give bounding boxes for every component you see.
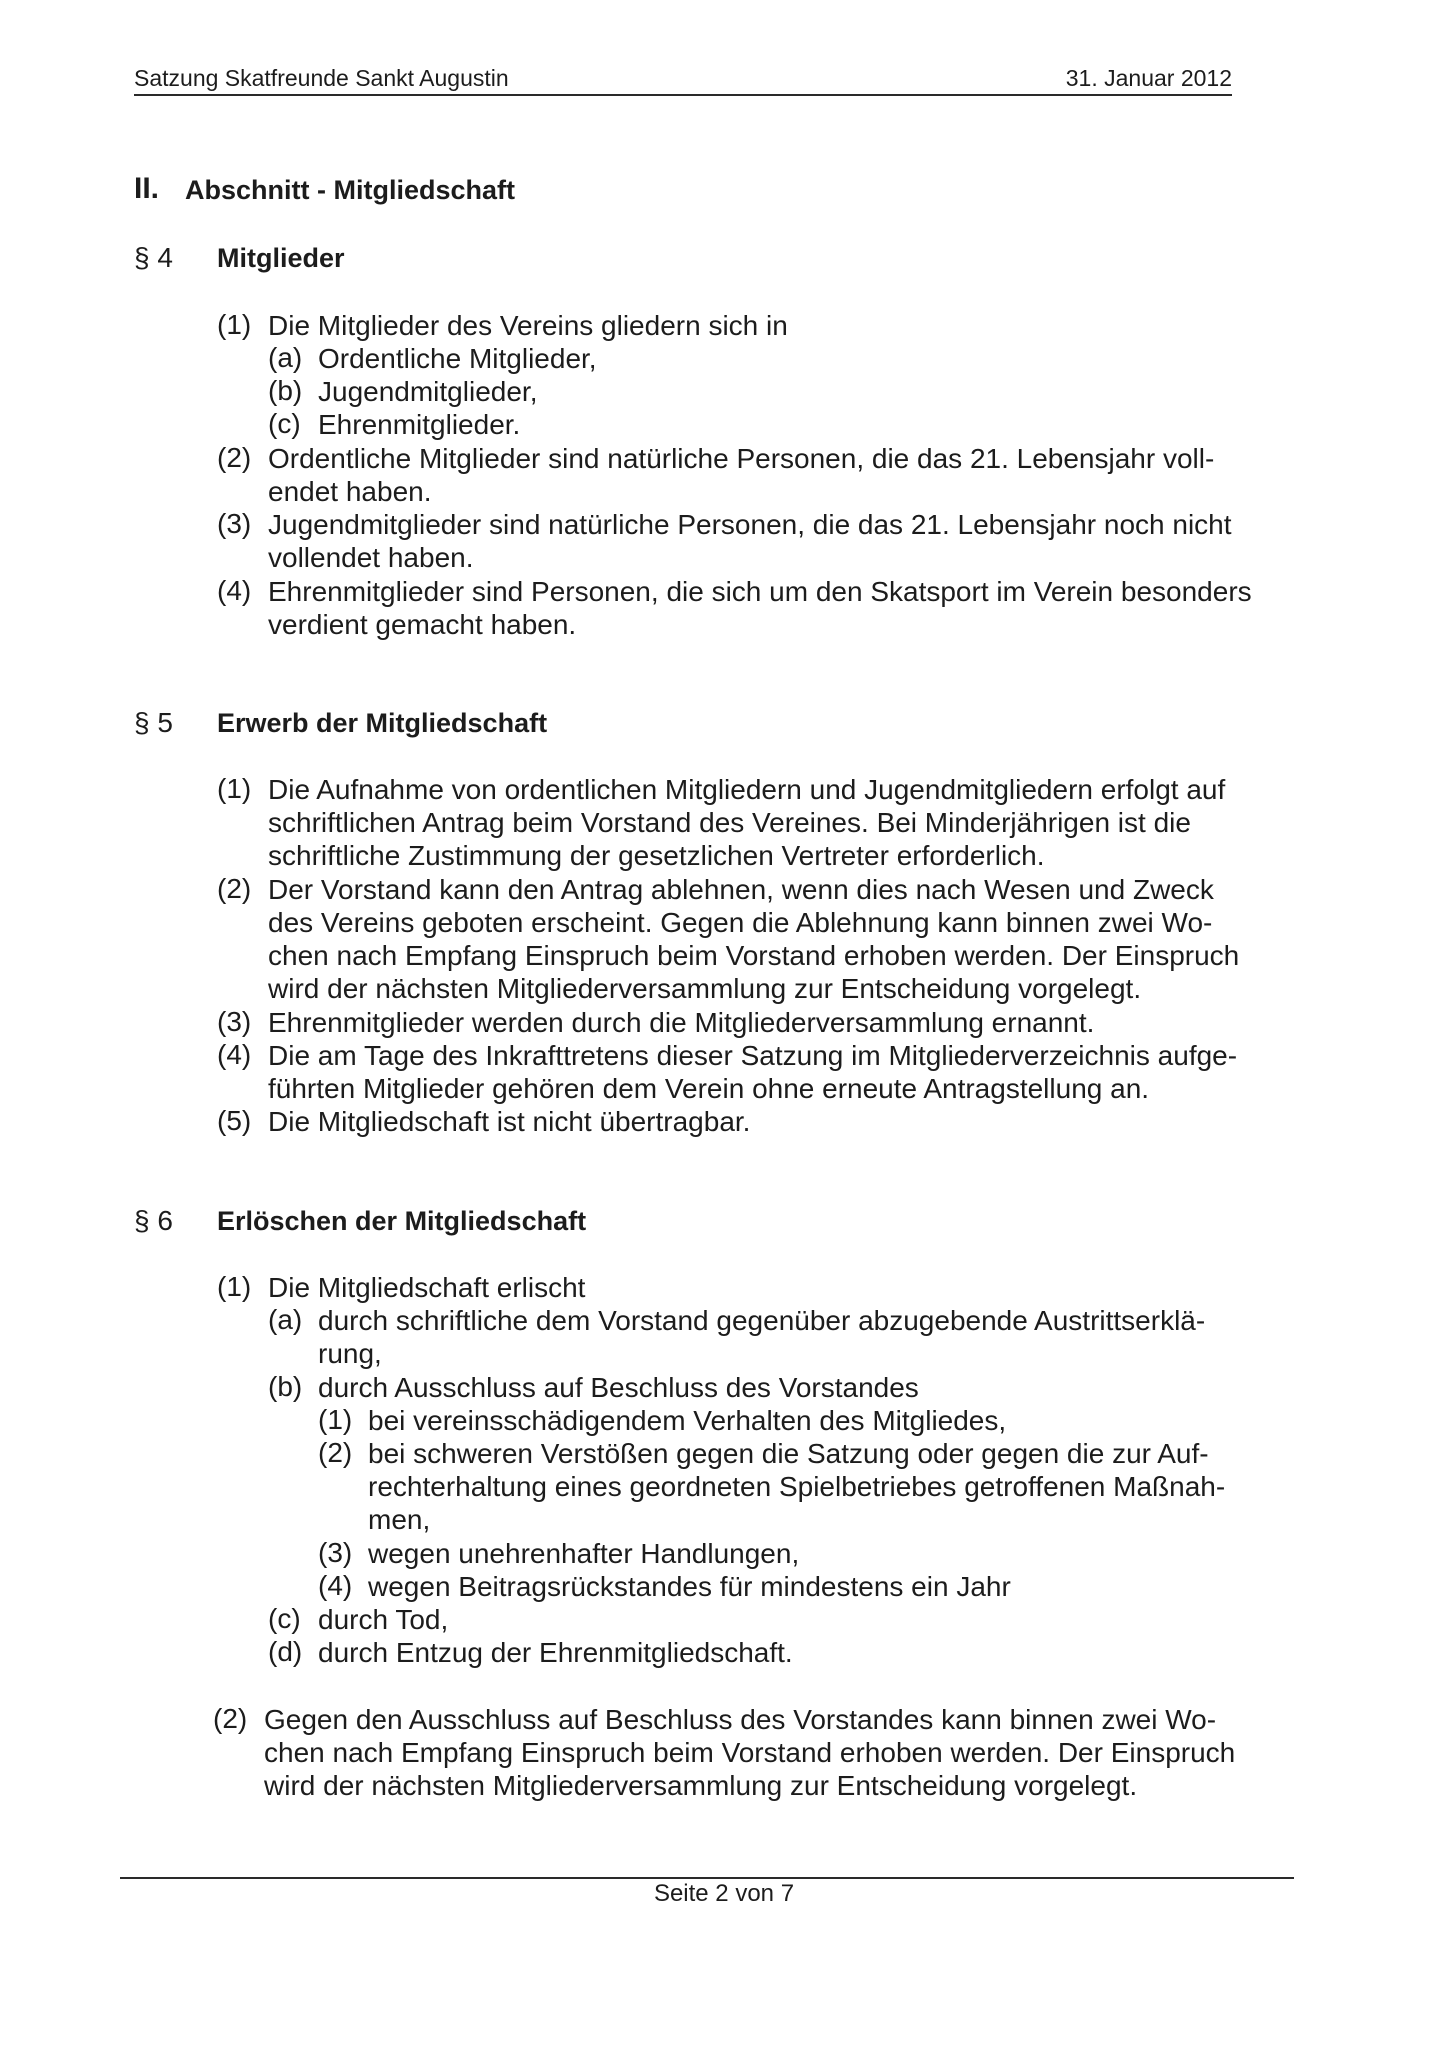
p6-item-1-num: (1) (217, 1271, 252, 1302)
p4-item-3-line-1: Jugendmitglieder sind natürliche Personen, die das 21. Lebensjahr noch nicht (268, 509, 1232, 540)
p4-item-4-line-2: verdient gemacht haben. (268, 609, 577, 640)
p4-item-2-num: (2) (217, 442, 252, 473)
p5-item-1-line-3: schriftliche Zustimmung der gesetzlichen Vertreter erforderlich. (268, 840, 1045, 871)
p6-item-b2-line-3: men, (368, 1504, 431, 1535)
header-title: Satzung Skatfreunde Sankt Augustin (134, 65, 509, 91)
p6-item-d-num: (d) (268, 1636, 303, 1667)
p6-item-a-line-2: rung, (318, 1338, 382, 1369)
p6-item-b2-num: (2) (318, 1437, 353, 1468)
paragraph-4-title: Mitglieder (217, 243, 345, 273)
p6-item-2-line-3: wird der nächsten Mitgliederversammlung zur Entscheidung vorgelegt. (264, 1770, 1138, 1801)
p5-item-2-num: (2) (217, 873, 252, 904)
p5-item-4-line-2: führten Mitglieder gehören dem Verein ohne erneute Antragstellung an. (268, 1073, 1150, 1104)
p4-item-3-line-2: vollendet haben. (268, 542, 474, 573)
p5-item-5-line-1: Die Mitgliedschaft ist nicht übertragbar. (268, 1106, 751, 1137)
p4-item-a-num: (a) (268, 342, 303, 373)
p4-item-2-line-1: Ordentliche Mitglieder sind natürliche Personen, die das 21. Lebensjahr voll- (268, 443, 1215, 474)
page-header (134, 66, 1232, 96)
p6-item-b3-num: (3) (318, 1537, 353, 1568)
p4-item-c-text: Ehrenmitglieder. (318, 409, 521, 440)
p4-item-4-line-1: Ehrenmitglieder sind Personen, die sich um den Skatsport im Verein besonders (268, 576, 1252, 607)
p6-item-b4-text: wegen Beitragsrückstandes für mindestens ein Jahr (368, 1571, 1011, 1602)
p5-item-2-line-1: Der Vorstand kann den Antrag ablehnen, wenn dies nach Wesen und Zweck (268, 874, 1214, 905)
p6-item-a-num: (a) (268, 1304, 303, 1335)
p6-item-c-num: (c) (268, 1603, 301, 1634)
p5-item-3-num: (3) (217, 1006, 252, 1037)
paragraph-5-title: Erwerb der Mitgliedschaft (217, 708, 548, 738)
p6-item-b1-text: bei vereinsschädigendem Verhalten des Mitgliedes, (368, 1405, 1007, 1436)
p4-item-1-num: (1) (217, 309, 252, 340)
p5-item-1-line-2: schriftlichen Antrag beim Vorstand des Vereines. Bei Minderjährigen ist die (268, 807, 1191, 838)
p6-item-b-text: durch Ausschluss auf Beschluss des Vorstandes (318, 1372, 919, 1403)
paragraph-6-symbol: § 6 (134, 1205, 173, 1236)
p5-item-1-num: (1) (217, 773, 252, 804)
p6-item-b-num: (b) (268, 1371, 303, 1402)
p5-item-2-line-4: wird der nächsten Mitgliederversammlung zur Entscheidung vorgelegt. (268, 973, 1142, 1004)
p6-item-a-line-1: durch schriftliche dem Vorstand gegenüber abzugebende Austrittserklä- (318, 1305, 1206, 1336)
p4-item-c-num: (c) (268, 408, 301, 439)
section-numeral: II. (134, 172, 160, 205)
p5-item-4-line-1: Die am Tage des Inkrafttretens dieser Satzung im Mitgliederverzeichnis aufge- (268, 1040, 1238, 1071)
p4-item-3-num: (3) (217, 508, 252, 539)
section-title: Abschnitt - Mitgliedschaft (185, 175, 515, 205)
p6-item-1-text: Die Mitgliedschaft erlischt (268, 1272, 586, 1303)
p5-item-2-line-3: chen nach Empfang Einspruch beim Vorstand erhoben werden. Der Einspruch (268, 940, 1240, 971)
p4-item-b-num: (b) (268, 375, 303, 406)
p5-item-5-num: (5) (217, 1105, 252, 1136)
p4-item-b-text: Jugendmitglieder, (318, 376, 538, 407)
p6-item-2-line-1: Gegen den Ausschluss auf Beschluss des Vorstandes kann binnen zwei Wo- (264, 1704, 1217, 1735)
p6-item-c-text: durch Tod, (318, 1604, 449, 1635)
p6-item-b2-line-2: rechterhaltung eines geordneten Spielbetriebes getroffenen Maßnah- (368, 1471, 1226, 1502)
p4-item-4-num: (4) (217, 575, 252, 606)
p4-item-1-text: Die Mitglieder des Vereins gliedern sich in (268, 310, 788, 341)
p6-item-b2-line-1: bei schweren Verstößen gegen die Satzung oder gegen die zur Auf- (368, 1438, 1209, 1469)
p6-item-b3-text: wegen unehrenhafter Handlungen, (368, 1538, 800, 1569)
p5-item-3-line-1: Ehrenmitglieder werden durch die Mitgliederversammlung ernannt. (268, 1007, 1095, 1038)
p6-item-2-line-2: chen nach Empfang Einspruch beim Vorstand erhoben werden. Der Einspruch (264, 1737, 1236, 1768)
p5-item-2-line-2: des Vereins geboten erscheint. Gegen die Ablehnung kann binnen zwei Wo- (268, 907, 1213, 938)
paragraph-6-title: Erlöschen der Mitgliedschaft (217, 1206, 587, 1236)
p5-item-1-line-1: Die Aufnahme von ordentlichen Mitgliedern und Jugendmitgliedern erfolgt auf (268, 774, 1226, 805)
p6-item-2-num: (2) (213, 1703, 248, 1734)
p6-item-b1-num: (1) (318, 1404, 353, 1435)
paragraph-5-symbol: § 5 (134, 707, 173, 738)
page-number: Seite 2 von 7 (653, 1880, 795, 1907)
p4-item-2-line-2: endet haben. (268, 476, 432, 507)
footer-rule (120, 1877, 1294, 1879)
p5-item-4-num: (4) (217, 1039, 252, 1070)
p4-item-a-text: Ordentliche Mitglieder, (318, 343, 597, 374)
paragraph-4-symbol: § 4 (134, 242, 173, 273)
p6-item-d-text: durch Entzug der Ehrenmitgliedschaft. (318, 1637, 793, 1668)
header-date: 31. Januar 2012 (1065, 65, 1232, 91)
p6-item-b4-num: (4) (318, 1570, 353, 1601)
